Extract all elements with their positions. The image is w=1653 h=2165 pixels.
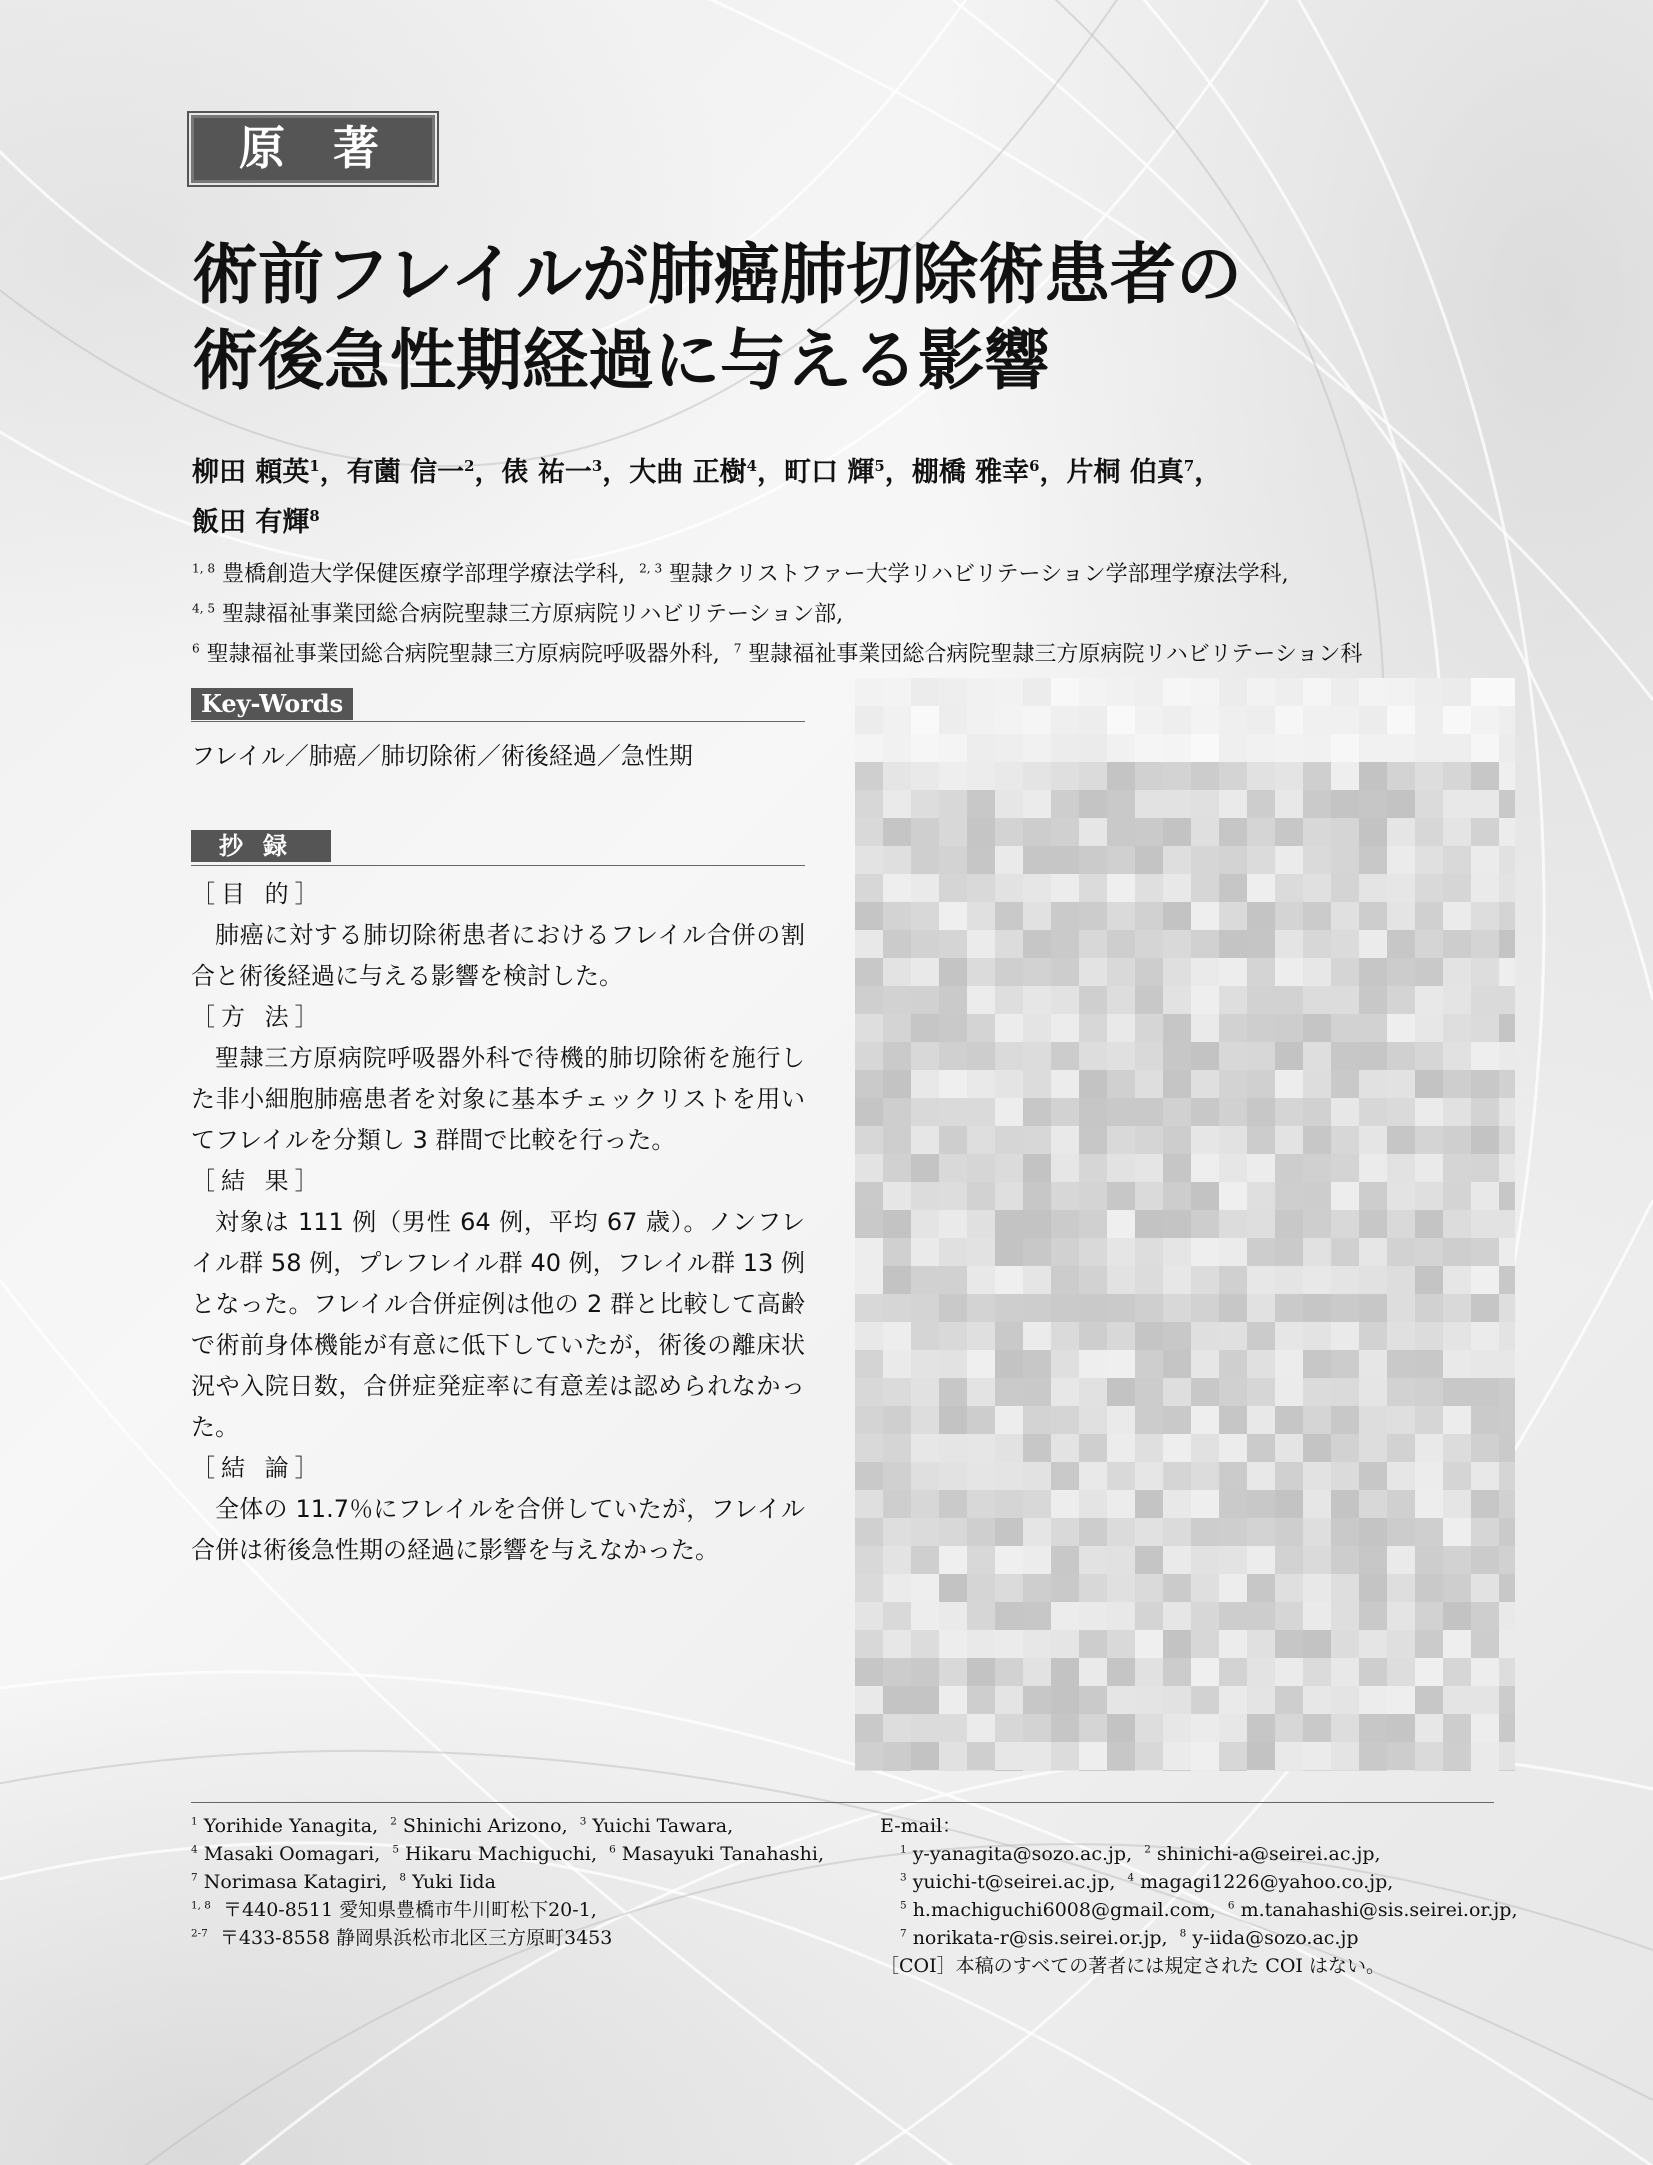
romanized-author-name: Masaki Oomagari, [197,1843,393,1865]
name-marker: 8 [399,1871,407,1884]
author-name: 柳田 頼英 [192,457,310,488]
article-category-badge: 原著 [191,115,435,183]
address-text: 〒433-8558 静岡県浜松市北区三方原町3453 [219,1927,613,1949]
address-marker: 1, 8 [191,1899,211,1912]
affiliation-line [192,595,1552,635]
email-marker: 7 [900,1927,907,1940]
email-address[interactable]: yuichi-t@seirei.ac.jp, [906,1871,1128,1893]
affiliation-marker: 7 [733,641,742,656]
abstract-purpose-text: 肺癌に対する肺切除術患者におけるフレイル合併の割合と術後経過に与える影響を検討した。 [191,921,805,990]
affiliation-line [192,555,1552,595]
affiliation-text: 豊橋創造大学保健医療学部理学療法学科, [222,562,626,587]
email-line [900,1924,1520,1952]
email-marker: 1 [900,1843,907,1856]
romanized-author-name: Yuki Iida [406,1871,496,1893]
title-line-1: 術前フレイルが肺癌肺切除術患者の [192,236,1243,313]
romanized-author-name: Yorihide Yanagita, [197,1815,391,1837]
abstract-conclusion-text: 全体の 11.7％にフレイルを合併していたが，フレイル合併は術後急性期の経過に影響を与えなかった。 [191,1495,805,1564]
email-marker: 2 [1144,1843,1151,1856]
email-marker: 4 [1127,1871,1135,1884]
pixelated-english-abstract-image [855,678,1515,1771]
footer-name-line [191,1868,851,1896]
romanized-author-name: Shinichi Arizono, [396,1815,580,1837]
affiliation-text: 聖隷福祉事業団総合病院聖隷三方原病院呼吸器外科, [206,642,720,667]
affiliations [192,555,1552,675]
author-affiliation-marker: 2 [464,457,475,475]
romanized-author-name: Masayuki Tanahashi, [615,1843,825,1865]
email-marker: 8 [1179,1927,1187,1940]
email-address[interactable]: y-yanagita@sozo.ac.jp, [906,1843,1145,1865]
coi-statement: ［COI］本稿のすべての著者には規定された COI はない。 [880,1955,1385,1977]
name-marker: 2 [390,1815,397,1828]
abstract-method-text: 聖隷三方原病院呼吸器外科で待機的肺切除術を施行した非小細胞肺癌患者を対象に基本チェックリストを用いてフレイルを分類し 3 群間で比較を行った。 [191,1044,805,1154]
name-marker: 7 [191,1871,198,1884]
name-marker: 3 [579,1815,587,1828]
email-line [900,1868,1520,1896]
author-affiliation-marker: 7 [1183,457,1195,475]
footer-contact-info [880,1812,1520,1980]
address-line [191,1896,851,1924]
author-name: 飯田 有輝 [192,507,310,538]
affiliation-marker: 4, 5 [192,601,216,616]
affiliation-text: 聖隷福祉事業団総合病院聖隷三方原病院リハビリテーション部, [222,602,844,627]
footer-name-line [191,1812,851,1840]
name-marker: 5 [392,1843,399,1856]
title-line-2: 術後急性期経過に与える影響 [192,322,1050,399]
footer-divider [191,1802,1494,1803]
keywords-text: フレイル／肺癌／肺切除術／術後経過／急性期 [191,742,693,770]
email-address[interactable]: m.tanahashi@sis.seirei.or.jp, [1234,1899,1518,1921]
author-affiliation-marker: 1 [309,457,320,475]
address-marker: 2-7 [191,1927,208,1940]
address-line [191,1924,851,1952]
address-text: 〒440-8511 愛知県豊橋市牛川町松下20-1, [223,1899,597,1921]
author-affiliation-marker: 6 [1029,457,1040,475]
email-marker: 5 [900,1899,907,1912]
email-line [900,1896,1520,1924]
email-marker: 3 [900,1871,907,1884]
author-name: 有薗 信一 [346,457,465,488]
romanized-author-name: Hikaru Machiguchi, [398,1843,610,1865]
author-affiliation-marker: 5 [874,457,885,475]
abstract-conclusion-heading: ［結 論］ [191,1454,325,1482]
author-affiliation-marker: 3 [591,457,603,475]
author-line-1: 柳田 頼英$^1$，有薗 信一$^2$，俵 祐一$^3$，大曲 正樹$^4$，町口 輝$^5$，棚橋 雅幸$^6$，片桐 伯真$^7$， [192,457,1222,488]
keywords-section [191,688,805,771]
author-list [192,448,1492,548]
email-address[interactable]: norikata-r@sis.seirei.or.jp, [906,1927,1180,1949]
author-affiliation-marker: 8 [309,507,320,525]
author-name: 片桐 伯真 [1066,457,1184,488]
abstract-result-heading: ［結 果］ [191,1167,325,1195]
romanized-author-name: Norimasa Katagiri, [197,1871,400,1893]
email-label: E-mail： [880,1815,962,1837]
email-address[interactable]: shinichi-a@seirei.ac.jp, [1150,1843,1381,1865]
author-line-2 [192,498,1492,548]
name-marker: 4 [191,1843,198,1856]
abstract-purpose-heading: ［目 的］ [191,880,325,908]
name-marker: 6 [609,1843,616,1856]
abstract-section [191,830,805,1571]
abstract-method-heading: ［方 法］ [191,1003,325,1031]
email-address[interactable]: y-iida@sozo.ac.jp [1186,1927,1359,1949]
author-name: 棚橋 雅幸 [911,457,1030,488]
name-marker: 1 [191,1815,198,1828]
author-name: 俵 祐一 [501,457,592,488]
footer-name-line [191,1840,851,1868]
romanized-author-name: Yuichi Tawara, [586,1815,734,1837]
affiliation-marker: 6 [192,641,200,656]
footer-author-info [191,1812,851,1952]
affiliation-line [192,635,1552,675]
affiliation-text: 聖隷福祉事業団総合病院聖隷三方原病院リハビリテーション科 [748,642,1363,667]
author-name: 町口 輝 [784,457,875,488]
author-name: 大曲 正樹 [629,457,747,488]
article-title [192,232,1492,404]
abstract-body [191,874,805,1571]
keywords-label: Key-Words [191,688,353,720]
email-address[interactable]: magagi1226@yahoo.co.jp, [1134,1871,1394,1893]
affiliation-text: 聖隷クリストファー大学リハビリテーション学部理学療法学科, [669,562,1289,587]
affiliation-marker: 2, 3 [639,561,663,576]
affiliation-marker: 1, 8 [192,561,216,576]
email-marker: 6 [1227,1899,1235,1912]
email-line [900,1840,1520,1868]
email-address[interactable]: h.machiguchi6008@gmail.com, [906,1899,1228,1921]
author-affiliation-marker: 4 [746,457,757,475]
abstract-result-text: 対象は 111 例（男性 64 例，平均 67 歳）。ノンフレイル群 58 例，プレフレイル群 40 例，フレイル群 13 例となった。フレイル合併症例は他の 2 群と比較して高齢で術前身体機能が有意に低下していたが，術後の離床状況や入院日数，合併症発症率に有意差は認められなかった。 [191,1208,805,1441]
abstract-label: 抄録 [191,830,331,862]
mosaic-pattern [855,678,1515,1771]
